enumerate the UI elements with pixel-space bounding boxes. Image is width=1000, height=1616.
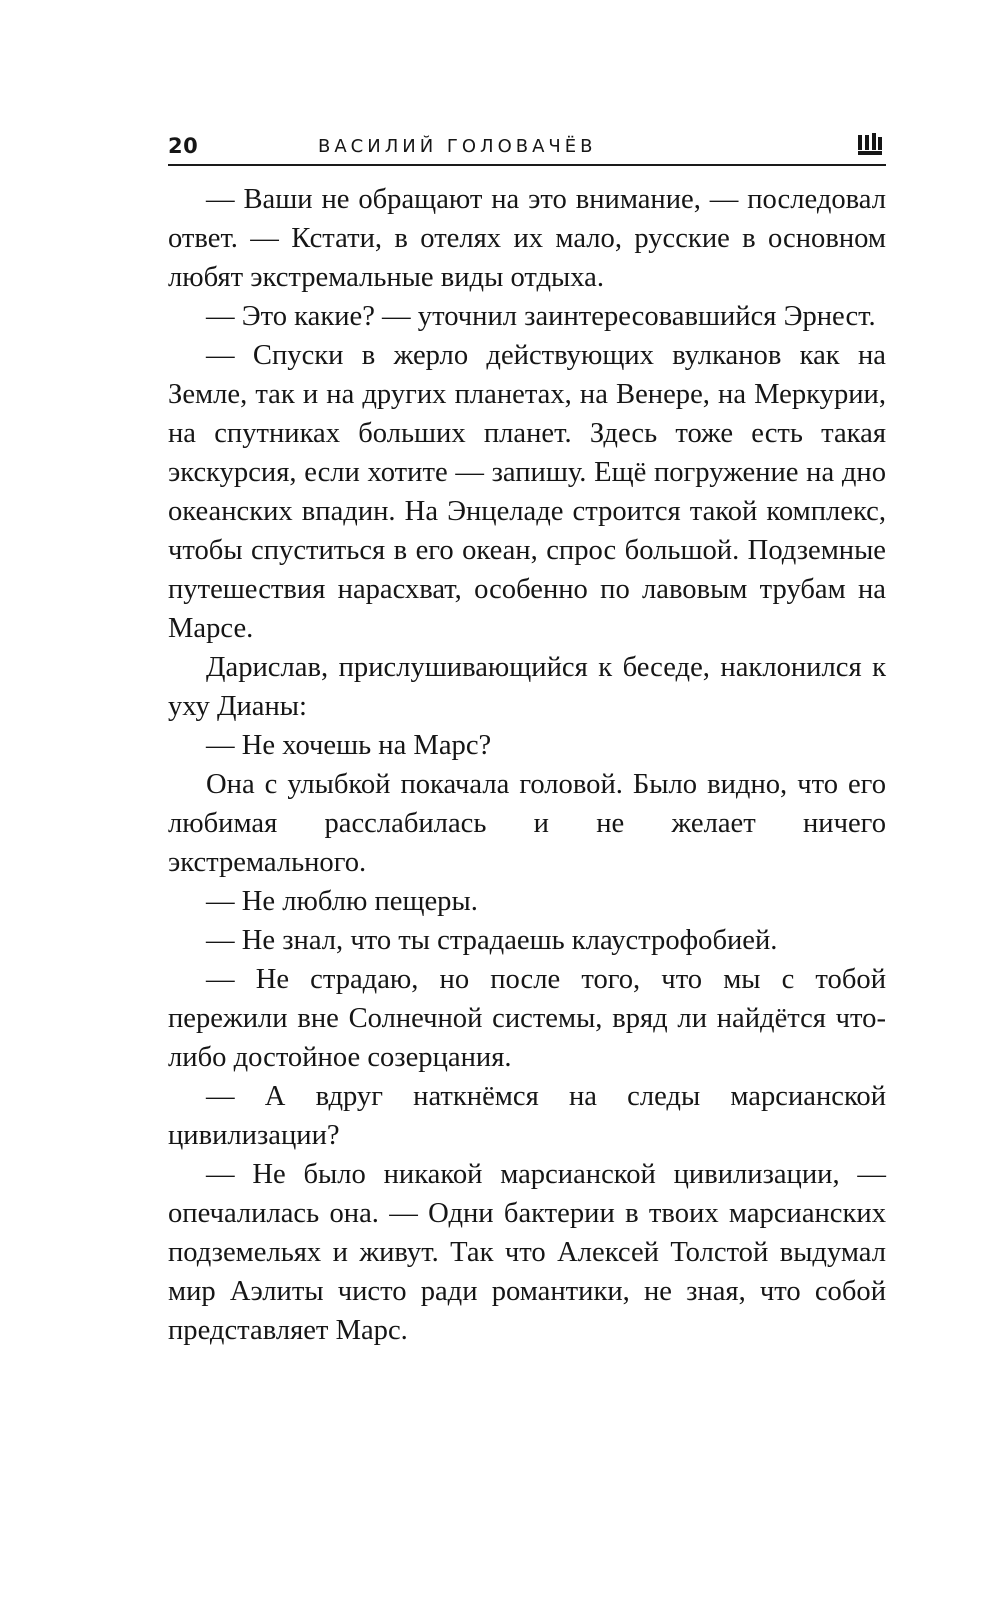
paragraph: — Не хочешь на Марс? — [206, 730, 492, 761]
paragraph: — Спуски в жерло действующих вулканов как на Земле, так и на других планетах, на Венере, на Меркурии, на спутниках больших планет. Здесь тоже есть такая экскурсия, если хотите — запишу. Ещё погружение на дно океанских впадин. На Энцеладе строится такой комплекс, чтобы спуститься в его океан, спрос большой. Подземные путешествия нарасхват, особенно по лавовым трубам на Марсе. — [168, 340, 886, 644]
running-header — [168, 128, 886, 166]
paragraph: — Не люблю пещеры. — [206, 886, 478, 917]
paragraph: — Это какие? — уточнил заинтересовавшийся Эрнест. — [206, 301, 876, 332]
paragraph: — А вдруг наткнёмся на следы марсианской цивилизации? — [168, 1081, 886, 1151]
paragraph: — Не знал, что ты страдаешь клаустрофобией. — [206, 925, 778, 956]
book-page — [168, 128, 886, 1350]
body-text — [168, 180, 886, 1350]
publisher-logo-icon — [858, 133, 882, 155]
author-name: ВАСИЛИЙ ГОЛОВАЧЁВ — [318, 136, 597, 157]
paragraph: Дарислав, прислушивающийся к беседе, наклонился к уху Дианы: — [168, 652, 886, 722]
paragraph: — Не было никакой марсианской цивилизации, — опечалилась она. — Одни бактерии в твоих марсианских подземельях и живут. Так что Алексей Толстой выдумал мир Аэлиты чисто ради романтики, не зная, что собой представляет Марс. — [168, 1159, 886, 1346]
paragraph: — Ваши не обращают на это внимание, — последовал ответ. — Кстати, в отелях их мало, русские в основном любят экстремальные виды отдыха. — [168, 184, 886, 293]
paragraph: Она с улыбкой покачала головой. Было видно, что его любимая расслабилась и не желает ничего экстремального. — [168, 769, 886, 878]
page-number: 20 — [168, 134, 199, 158]
paragraph: — Не страдаю, но после того, что мы с тобой пережили вне Солнечной системы, вряд ли найдётся что-либо достойное созерцания. — [168, 964, 886, 1073]
